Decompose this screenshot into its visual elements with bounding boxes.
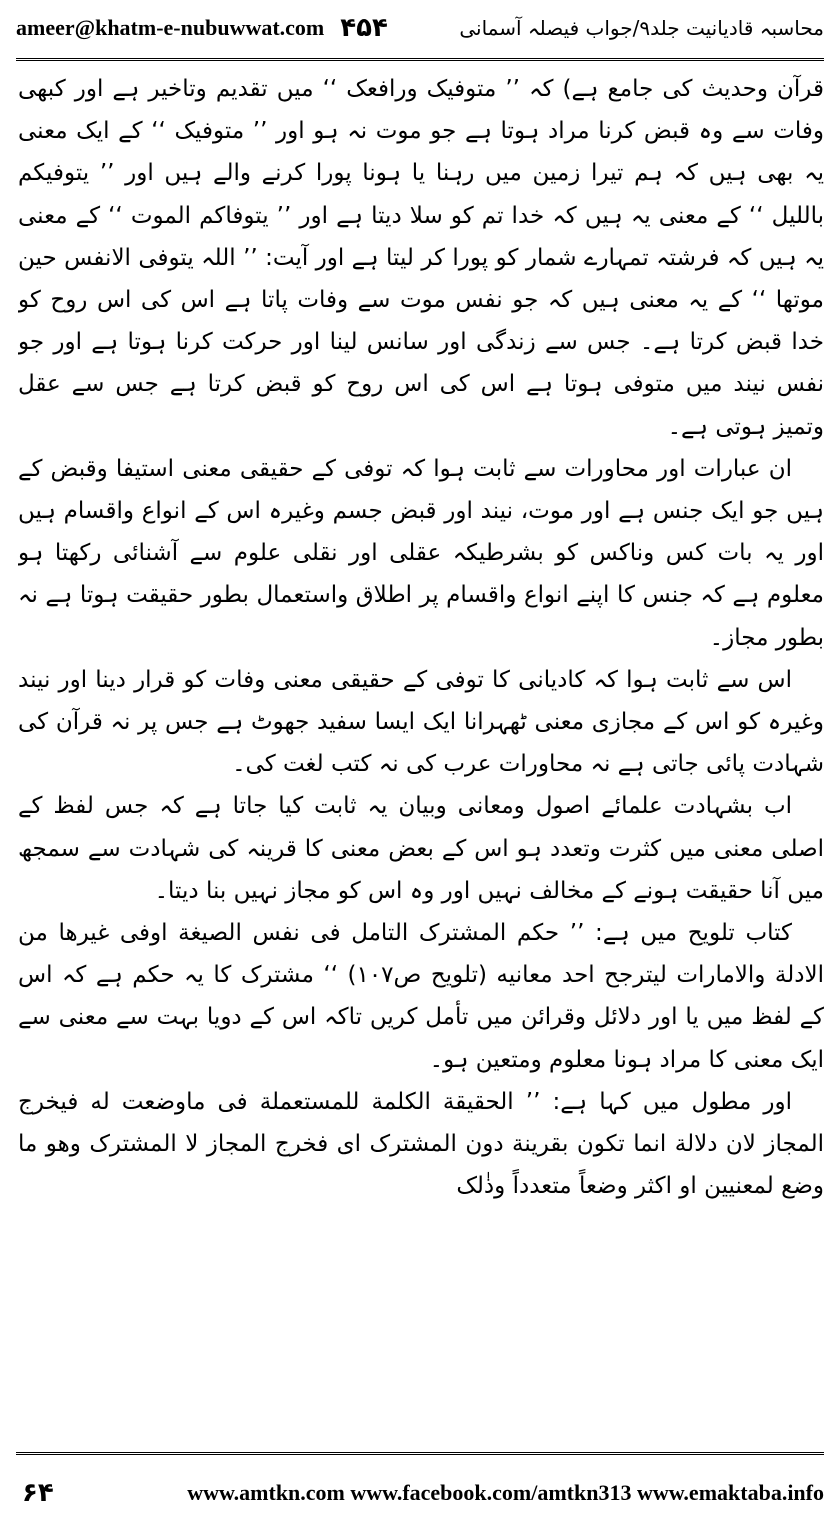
paragraph-4: اب بشہادت علمائے اصول ومعانی وبیان یہ ثابت کیا جاتا ہے کہ جس لفظ کے اصلی معنی میں کثرت وتعدد ہو اس کے بعض معنی کا قرینہ کی شہادت سے سمجھ میں آنا حقیقت ہونے کے مخالف نہیں اور وہ اس کو مجاز نہیں بنا دیتا۔ [18, 793, 824, 904]
paragraph-2: ان عبارات اور محاورات سے ثابت ہوا کہ توفی کے حقیقی معنی استیفا وقبض کے ہیں جو ایک جنس ہے اور موت، نیند اور قبض جسم وغیرہ اس کے انواع واقسام ہیں اور یہ بات کس وناکس کو بشرطیکہ عقلی اور نقلی علوم سے آشنائی رکھتا ہو معلوم ہے کہ جنس کا اپنے انواع واقسام پر اطلاق واستعمال بطور حقیقت ہوتا ہے نہ بطور مجاز۔ [18, 455, 824, 651]
page-footer [16, 1458, 824, 1528]
paragraph-1: قرآن وحدیث کی جامع ہے) کہ ’’ متوفیک ورافعک ‘‘ میں تقدیم وتاخیر ہے اور کبھی وفات سے وہ قبض کرنا مراد ہوتا ہے جو موت نہ ہو اور ’’ متوفیک ‘‘ کے ایک معنی یہ بھی ہیں کہ ہم تیرا زمین میں رہنا یا ہونا پورا کرنے والے ہیں اور ’’ یتوفیکم باللیل ‘‘ کے معنی یہ ہیں کہ خدا تم کو سلا دیتا ہے اور ’’ یتوفاکم الموت ‘‘ کے معنی یہ ہیں کہ فرشتہ تمہارے شمار کو پورا کر لیتا ہے اور آیت: ’’ اللہ یتوفی الانفس حین موتھا ‘‘ کے یہ معنی ہیں کہ جو نفس موت سے وفات پاتا ہے اس کی اس روح کو خدا قبض کرتا ہے۔ جس سے زندگی اور سانس لینا اور حرکت کرنا ہوتا ہے اور جو نفس نیند میں متوفی ہوتا ہے اس کی اس روح کو قبض کرتا ہے جس سے عقل وتمیز ہوتی ہے۔ [18, 76, 824, 440]
paragraph-3: اس سے ثابت ہوا کہ کادیانی کا توفی کے حقیقی معنی وفات کو قرار دینا اور نیند وغیرہ کو اس کے مجازی معنی ٹھہرانا ایک ایسا سفید جھوٹ ہے جس پر نہ قرآن کی شہادت پائی جاتی ہے نہ محاورات عرب کی نہ کتب لغت کی۔ [18, 666, 824, 778]
paragraph-6: اور مطول میں کہا ہے: ’’ الحقیقة الکلمة للمستعملة فی ماوضعت له فیخرج المجاز لان دلالة انما تکون بقرینة دون المشترک ای فخرج المجاز لا المشترک وھو ما وضع لمعنیین او اکثر وضعاً متعدداً وذٰلک [18, 1088, 824, 1200]
page-body [18, 68, 824, 1436]
book-title: محاسبہ قادیانیت جلد۹/جواب فیصلہ آسمانی [459, 16, 824, 40]
footer-links: www.amtkn.com www.facebook.com/amtkn313 www.emaktaba.info [187, 1480, 824, 1505]
header-left [16, 13, 388, 43]
footer-divider [16, 1452, 824, 1455]
header-page-number: ۴۵۴ [340, 13, 388, 43]
header-divider [16, 58, 824, 61]
footer-page-number: ۶۴ [22, 1478, 54, 1508]
paragraph-5: کتاب تلویح میں ہے: ’’ حکم المشترک التامل فی نفس الصیغة اوفی غیرھا من الادلة والامارات لیترجح احد معانیه (تلویح ص۱۰۷) ‘‘ مشترک کا یہ حکم ہے کہ اس کے لفظ میں یا اور دلائل وقرائن میں تأمل کریں تاکہ اس کے دویا بہت سے معنی سے ایک معنی کا مراد ہونا معلوم ومتعین ہو۔ [18, 920, 824, 1073]
header-email: ameer@khatm-e-nubuwwat.com [16, 15, 325, 40]
page-header [16, 0, 824, 56]
